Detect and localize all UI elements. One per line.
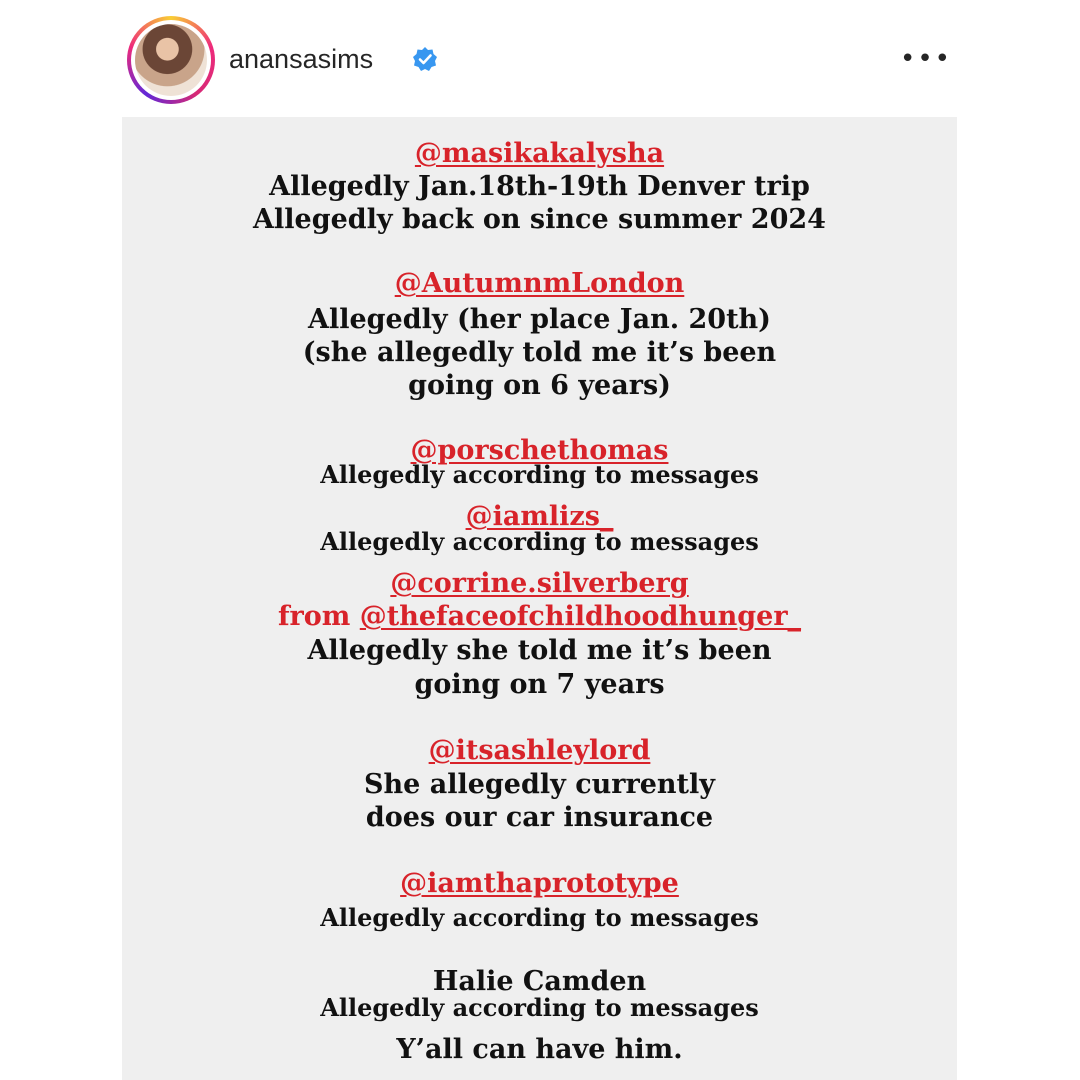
mention-handle[interactable]: @AutumnmLondon [394,268,685,299]
more-options-button[interactable]: ••• [900,44,953,74]
verified-badge-icon [412,46,438,72]
post-text-line: Halie Camden [432,966,647,997]
post-text-line: Allegedly according to messages [320,993,759,1022]
mention-handle[interactable]: @masikakalysha [414,138,665,169]
post-text-line: Allegedly (her place Jan. 20th) [308,304,771,335]
from-prefix: from [277,601,360,632]
post-text-line: Allegedly according to messages [320,903,759,932]
post-text-line: Allegedly according to messages [320,527,759,556]
post-image [122,117,957,1080]
post-text-line: She allegedly currently [364,769,715,800]
mention-handle[interactable]: @iamlizs_ [465,501,614,532]
post-text-line: Allegedly she told me it’s been [307,635,772,666]
username[interactable]: anansasims [229,44,374,74]
post-text-line-mixed [122,600,957,633]
post-text-line: Y’all can have him. [396,1034,683,1065]
post-text-line: does our car insurance [365,802,714,833]
post-text-line: Allegedly Jan.18th-19th Denver trip [269,171,810,202]
avatar[interactable] [135,24,207,96]
post-text-line: going on 7 years [414,669,665,700]
post-text-line: going on 6 years) [408,370,671,401]
post-header [0,0,1080,118]
mention-handle[interactable]: @corrine.silverberg [390,568,689,599]
mention-handle[interactable]: @iamthaprototype [400,868,679,899]
avatar-frame [131,20,211,100]
story-ring[interactable] [127,16,215,104]
post-text-line: Allegedly according to messages [320,460,759,489]
mention-handle[interactable]: @porschethomas [410,435,669,466]
post-text-line: Allegedly back on since summer 2024 [253,204,826,235]
mention-handle[interactable]: @thefaceofchildhoodhunger_ [359,601,802,632]
mention-handle[interactable]: @itsashleylord [428,735,651,766]
post-text-line: (she allegedly told me it’s been [302,337,777,368]
